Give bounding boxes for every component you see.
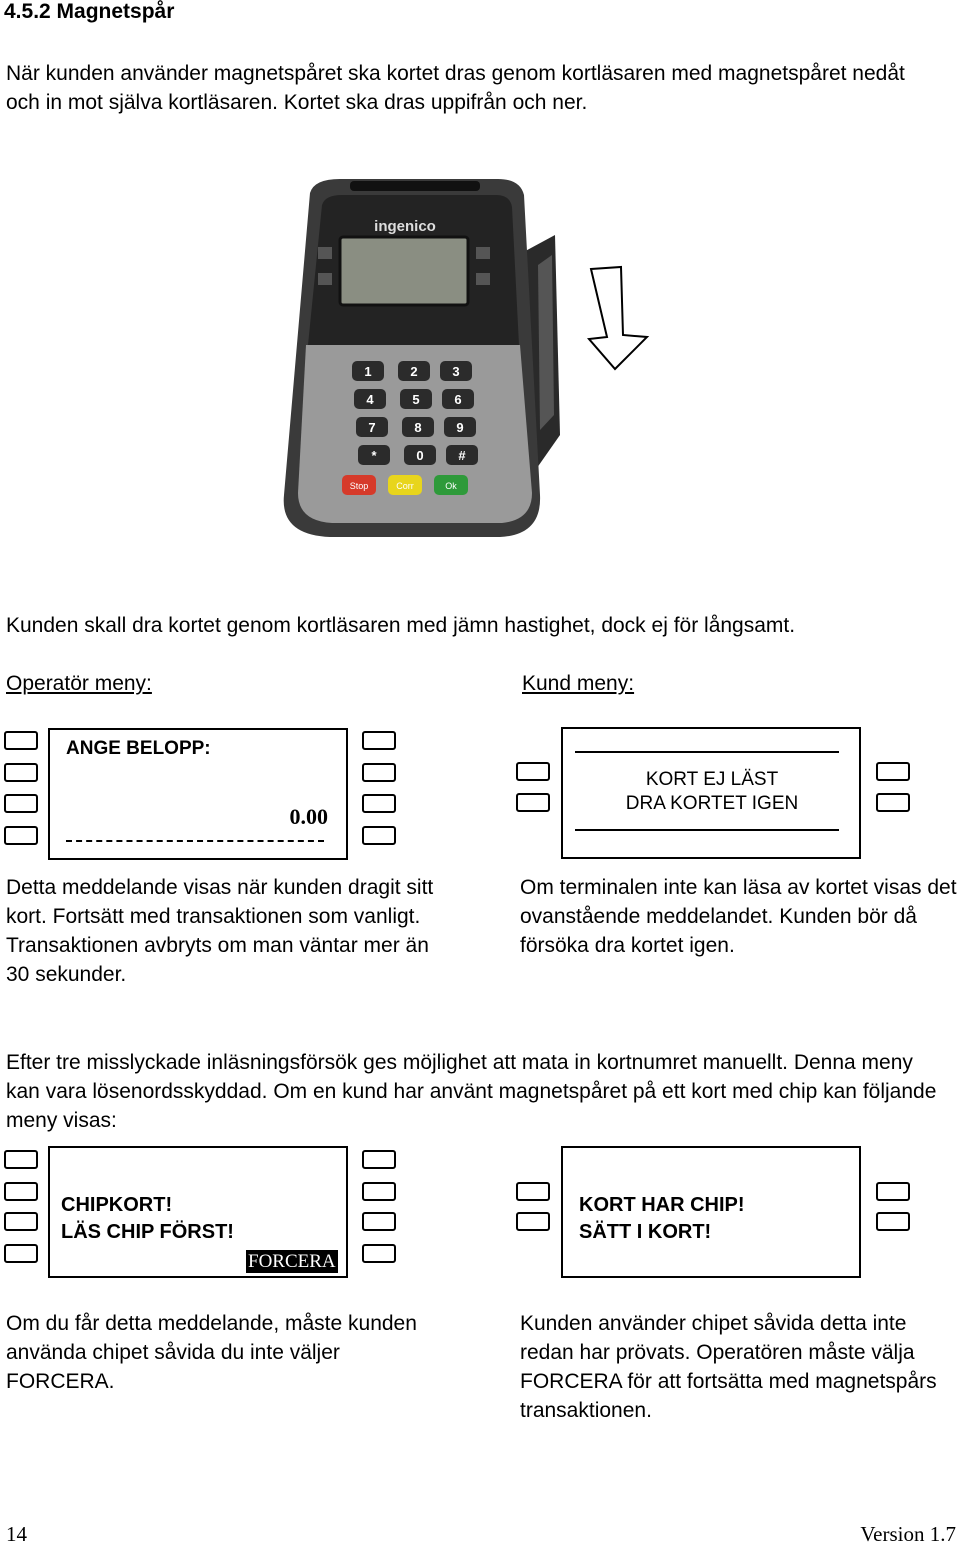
soft-key (516, 1212, 550, 1231)
screen-title: ANGE BELOPP: (66, 738, 211, 759)
after-three-attempts-paragraph: Efter tre misslyckade inläsningsförsök ges möjlighet att mata in kortnumret manuellt. Denna meny kan vara lösenordsskyddad. Om en kund har använt magnetspåret på ett kort med chip kan följande meny visas: (6, 1051, 937, 1132)
terminal-key-label: 6 (454, 392, 462, 407)
brand-logo: ingenico (374, 218, 436, 235)
input-underline (66, 840, 324, 842)
version-label: Version 1.7 (860, 1522, 956, 1546)
terminal-key-label: # (458, 448, 466, 463)
operator-chip-screen (48, 1146, 348, 1278)
operator-menu-label: Operatör meny: (6, 672, 152, 695)
intro-paragraph: När kunden använder magnetspåret ska kortet dras genom kortläsaren med magnetspåret nedåt och in mot själva kortläsaren. Kortet ska dras uppifrån och ner. (6, 62, 905, 114)
screen-line-2: SÄTT I KORT! (579, 1221, 712, 1243)
soft-key (876, 793, 910, 812)
terminal-key-label: 2 (410, 364, 418, 379)
soft-key (362, 794, 396, 813)
soft-key (362, 1182, 396, 1201)
customer-not-read-screen (561, 727, 861, 859)
soft-key (4, 794, 38, 813)
terminal-function-key-label: Corr (396, 481, 414, 491)
customer-menu-label: Kund meny: (522, 672, 635, 695)
operator-amount-description: Detta meddelande visas när kunden dragit sitt kort. Fortsätt med transaktionen som vanligt. Transaktionen avbryts om man väntar mer än 30 sekunder. (6, 876, 434, 986)
terminal-key-label: * (371, 448, 377, 463)
soft-key (4, 731, 38, 750)
soft-key (4, 763, 38, 782)
screen-rule (575, 751, 839, 753)
terminal-key-label: 8 (414, 420, 422, 435)
customer-chip-screen (561, 1146, 861, 1278)
soft-key (362, 826, 396, 845)
screen-line-1: CHIPKORT! (61, 1194, 173, 1216)
soft-key (4, 1150, 38, 1169)
forcera-softkey-label[interactable]: FORCERA (248, 1251, 336, 1272)
terminal-function-key-label: Ok (445, 481, 457, 491)
screen-rule (575, 829, 839, 831)
terminal-function-key-label: Stop (349, 481, 369, 491)
screen-line-1: KORT HAR CHIP! (579, 1194, 745, 1216)
terminal-key-label: 4 (366, 392, 374, 407)
soft-key (516, 762, 550, 781)
soft-key (516, 793, 550, 812)
terminal-key-label: 1 (364, 364, 372, 379)
speed-note: Kunden skall dra kortet genom kortläsaren med jämn hastighet, dock ej för långsamt. (6, 614, 796, 637)
section-heading: 4.5.2 Magnetspår (4, 0, 175, 23)
customer-chip-description: Kunden använder chipet såvida detta inte redan har prövats. Operatören måste välja FORCERA för att fortsätta med magnetspårs transaktionen. (520, 1312, 937, 1422)
screen-line-2: DRA KORTET IGEN (625, 793, 799, 814)
terminal-key-label: 9 (456, 420, 464, 435)
screen-line-2: LÄS CHIP FÖRST! (61, 1221, 234, 1243)
soft-key (362, 1150, 396, 1169)
soft-key (876, 1182, 910, 1201)
screen-line-1: KORT EJ LÄST (645, 769, 779, 790)
terminal-key-label: 3 (452, 364, 460, 379)
operator-amount-screen (48, 728, 348, 860)
soft-key (4, 1182, 38, 1201)
soft-key (4, 826, 38, 845)
soft-key (362, 1212, 396, 1231)
page-number: 14 (6, 1522, 27, 1546)
soft-key (876, 1212, 910, 1231)
soft-key (4, 1212, 38, 1231)
terminal-key-label: 5 (412, 392, 420, 407)
amount-value: 0.00 (289, 804, 328, 829)
soft-key (362, 731, 396, 750)
soft-key (4, 1244, 38, 1263)
soft-key (516, 1182, 550, 1201)
terminal-key-label: 7 (368, 420, 376, 435)
operator-chip-description: Om du får detta meddelande, måste kunden använda chipet såvida du inte väljer FORCERA. (6, 1312, 417, 1393)
down-arrow-icon (585, 265, 655, 375)
customer-not-read-description: Om terminalen inte kan läsa av kortet visas det ovanstående meddelandet. Kunden bör då försöka dra kortet igen. (520, 876, 957, 957)
terminal-key-label: 0 (416, 448, 424, 463)
soft-key (876, 762, 910, 781)
soft-key[interactable] (362, 1244, 396, 1263)
soft-key (362, 763, 396, 782)
